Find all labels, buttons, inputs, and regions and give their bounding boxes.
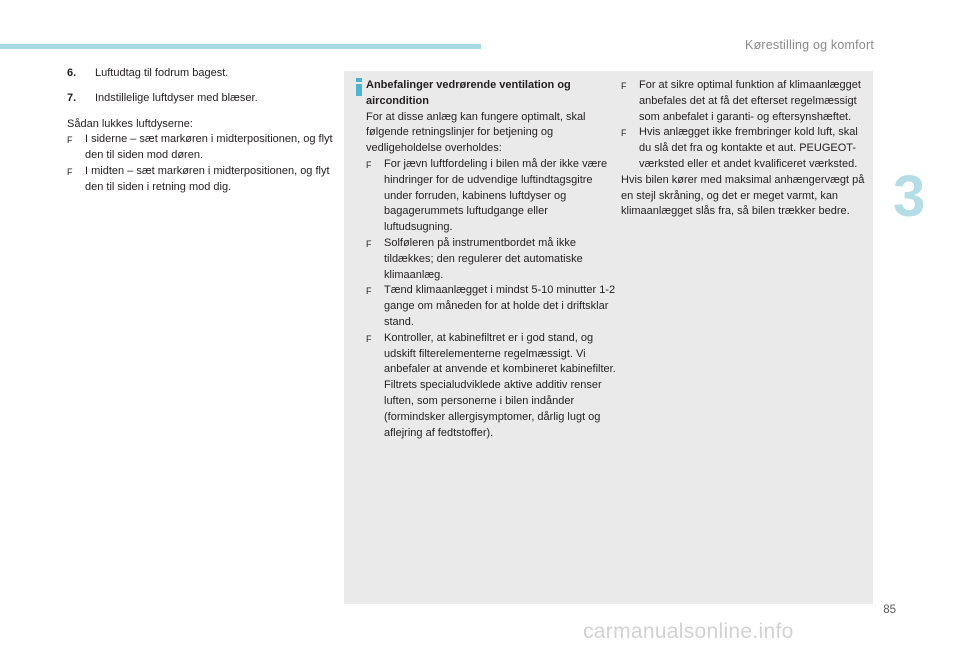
left-column	[67, 66, 337, 196]
item-number: 6.	[67, 67, 77, 79]
info-box-title: Anbefalinger vedrørende ventilation og aircondition	[366, 79, 571, 107]
item-number: 7.	[67, 91, 77, 104]
bullet-icon: F	[366, 333, 372, 344]
numbered-item	[67, 91, 337, 107]
bullet-icon: F	[621, 128, 627, 139]
bullet-text: Hvis anlægget ikke frembringer kold luft, skal du slå det fra og kontakte et aut. PEUGEOT-værksted eller et andet kvalificeret værksted.	[639, 126, 858, 170]
list-item	[67, 132, 337, 164]
bullet-text: I midten – sæt markøren i midterpositionen, og flyt den til siden i retning mod dig.	[85, 164, 330, 193]
bullet-icon: F	[366, 286, 372, 297]
info-icon	[354, 78, 364, 96]
closing-intro: Sådan lukkes luftdyserne:	[67, 117, 193, 130]
item-text: Indstillelige luftdyser med blæser.	[95, 91, 258, 104]
section-title: Kørestilling og komfort	[745, 38, 874, 52]
bullet-text: Tænd klimaanlægget i mindst 5-10 minutter 1-2 gange om måneden for at holde det i driftsklar stand.	[384, 284, 616, 328]
bullet-text: Solføleren på instrumentbordet må ikke tildækkes; den regulerer det automatiske klimaanlæg.	[384, 236, 583, 281]
info-box-column-1	[366, 78, 616, 441]
info-box-column-2	[621, 78, 871, 220]
list-item	[366, 236, 616, 283]
list-item	[621, 78, 871, 125]
list-item	[67, 164, 337, 196]
numbered-item	[67, 66, 337, 82]
page-number: 85	[883, 604, 896, 616]
list-item	[366, 157, 616, 236]
header-accent-bar	[0, 44, 481, 49]
bullet-icon: F	[67, 166, 73, 177]
bullet-icon: F	[67, 135, 73, 146]
bullet-icon: F	[366, 159, 372, 170]
bullet-icon: F	[366, 238, 372, 249]
bullet-text: Kontroller, at kabinefiltret er i god stand, og udskift filterelementerne regelmæssigt. Vi anbefaler at anvende et kombineret kabinefilter. Filtrets specialudviklede aktive additiv renser luften, som personerne i bilen indånder (formindsker allergisymptomer, dårlig lugt og aflejring af fedtstoffer).	[384, 331, 616, 439]
info-box-closing: Hvis bilen kører med maksimal anhængervægt på en stejl skråning, og det er meget varmt, kan klimaanlægget slås fra, så bilen trækker bedre.	[621, 173, 865, 218]
info-box-intro: For at disse anlæg kan fungere optimalt, skal følgende retningslinjer for betjening og vedligeholdelse overholdes:	[366, 110, 586, 155]
list-item	[366, 331, 616, 442]
bullet-text: I siderne – sæt markøren i midterpositionen, og flyt den til siden mod døren.	[85, 133, 333, 162]
bullet-icon: F	[621, 81, 627, 91]
item-text: Luftudtag til fodrum bagest.	[95, 67, 229, 79]
list-item	[621, 125, 871, 172]
list-item	[366, 283, 616, 330]
chapter-number: 3	[893, 164, 926, 229]
bullet-text: For jævn luftfordeling i bilen må der ikke være hindringer for de udvendige luftindtagsgitre under forruden, kabinens luftdyser og bagagerummets luftudgange eller luftudsugning.	[384, 157, 608, 234]
watermark: carmanualsonline.info	[583, 620, 794, 643]
bullet-text: For at sikre optimal funktion af klimaanlægget anbefales det at få det efterset regelmæssigt som anbefalet i garanti- og eftersynshæftet.	[639, 79, 861, 123]
